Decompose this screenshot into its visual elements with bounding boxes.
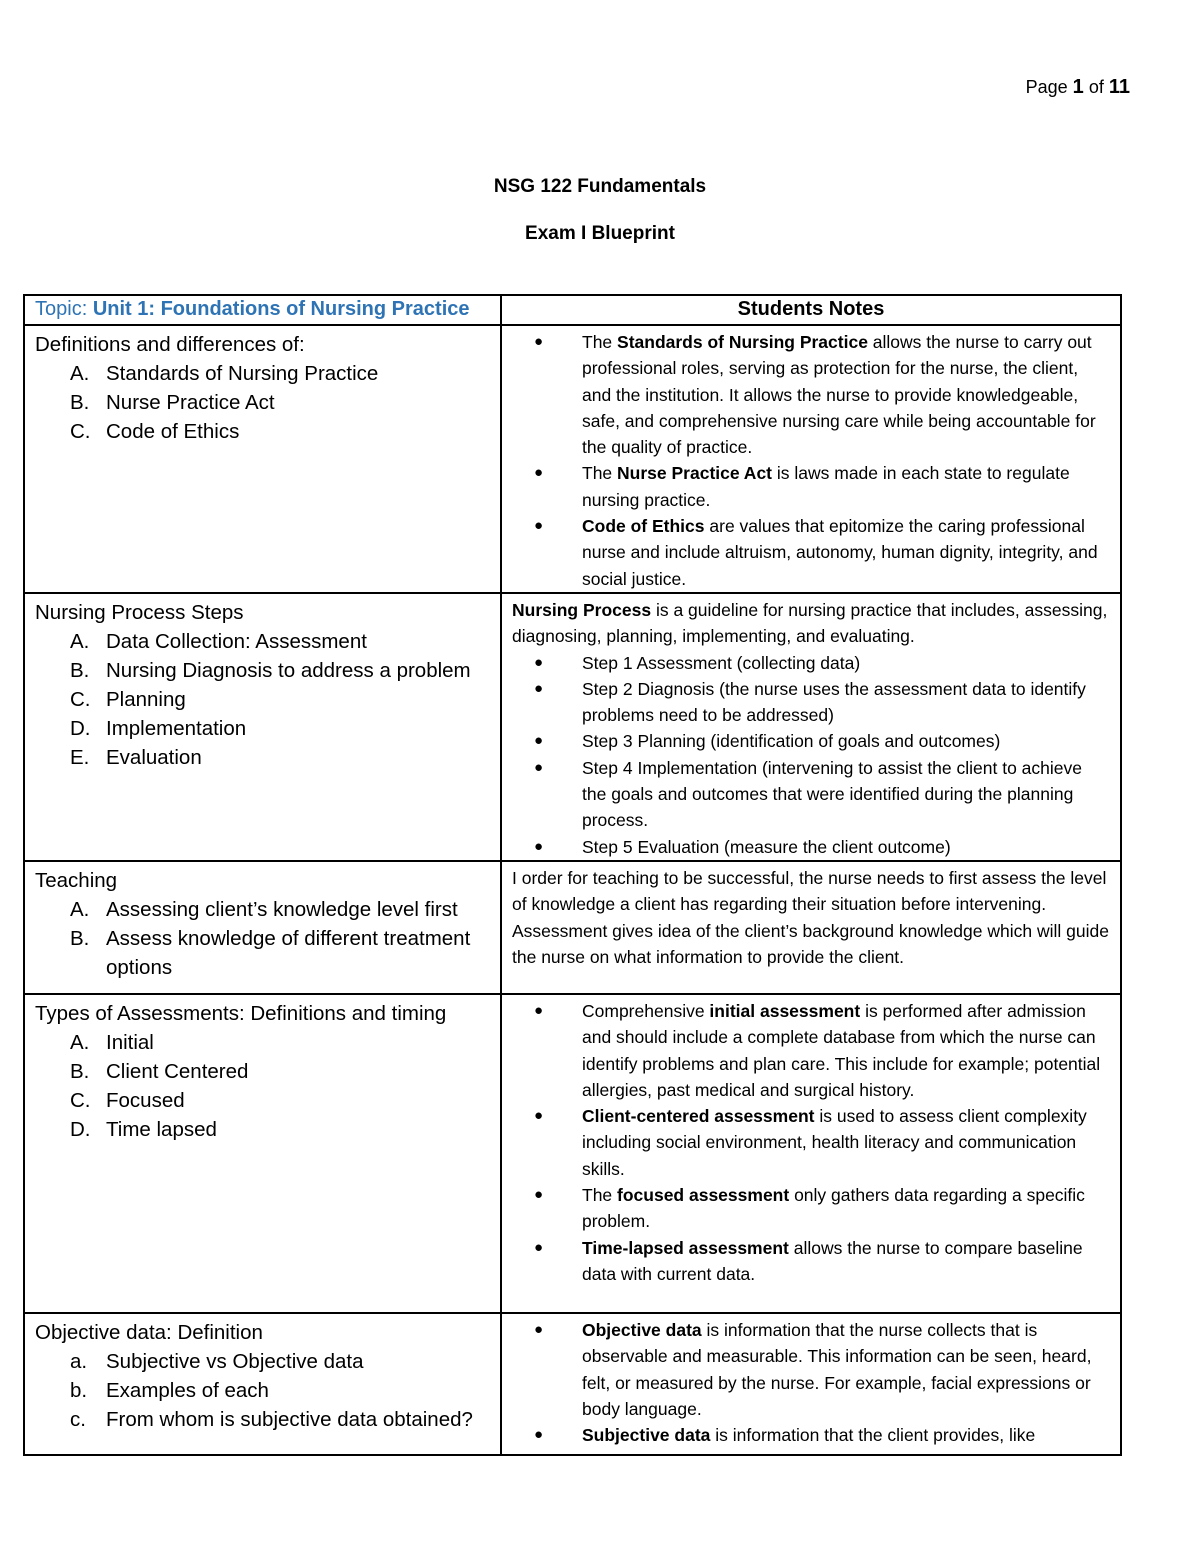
notes-header: Students Notes [501,295,1121,325]
note-item [534,1317,1110,1422]
table-row [24,593,1121,861]
topic-cell [24,994,501,1313]
note-item [534,650,1110,676]
list-item [70,1028,490,1057]
list-text: Implementation [106,716,247,740]
list-marker: E. [70,745,90,769]
page-total: 11 [1108,76,1130,98]
list-item [70,359,490,388]
note-term: Time-lapsed assessment [582,1237,789,1258]
bullet-icon: ● [534,758,544,776]
list-marker: A. [70,629,90,653]
topic-list [35,1347,490,1434]
list-item [70,1115,490,1144]
bullet-icon: ● [534,333,544,350]
topic-heading: Definitions and differences of: [35,333,305,356]
bullet-icon: ● [534,679,544,697]
topic-value: Unit 1: Foundations of Nursing Practice [92,298,470,320]
blueprint-table [23,294,1122,1456]
notes-cell [501,994,1121,1313]
topic-list [35,1028,490,1144]
page-number [1026,76,1130,99]
note-term: Nurse Practice Act [617,463,773,484]
note-text: Step 2 Diagnosis (the nurse uses the assessment data to identify problems need to be addressed) [582,678,1086,726]
list-item [70,743,490,772]
note-text: are values that epitomize the caring professional nurse and include altruism, autonomy, human dignity, integrity, and social justice. [582,516,1098,589]
list-marker: a. [70,1349,88,1373]
topic-list [35,627,490,772]
list-item [70,1405,490,1434]
list-marker: B. [70,1059,90,1083]
page-current: 1 [1072,76,1084,98]
bullet-icon: ● [534,1320,544,1338]
note-item [534,755,1110,834]
note-text: The [582,332,618,352]
topic-cell [24,1313,501,1455]
note-item [534,1103,1110,1182]
list-text: Initial [106,1030,154,1054]
list-text: Client Centered [106,1059,249,1083]
notes-list [512,329,1110,592]
notes-cell [501,593,1121,861]
list-marker: D. [70,1117,91,1141]
table-header-row [24,295,1121,325]
list-marker: C. [70,1088,91,1112]
note-item [534,513,1110,592]
note-item [534,329,1110,460]
list-marker: c. [70,1407,86,1431]
table-row [24,1313,1121,1455]
note-item [534,834,1110,860]
note-text: Comprehensive [582,1000,710,1021]
note-text: Step 3 Planning (identification of goals and outcomes) [582,731,1001,752]
notes-intro [512,597,1110,650]
list-item [70,656,490,685]
list-marker: C. [70,687,91,711]
topic-list [35,895,490,982]
note-text: Step 4 Implementation (intervening to assist the client to achieve the goals and outcomes that were identified during the planning process. [582,757,1082,831]
list-item [70,714,490,743]
topic-cell [24,593,501,861]
list-marker: C. [70,420,91,443]
note-text: Step 5 Evaluation (measure the client outcome) [582,836,951,857]
note-term: Client-centered assessment [582,1106,815,1127]
topic-header [24,295,501,325]
topic-cell [24,861,501,994]
notes-list [512,998,1110,1287]
bullet-icon: ● [534,732,544,750]
list-text: Evaluation [106,745,202,769]
bullet-icon: ● [534,1238,544,1256]
list-text: Focused [106,1088,185,1112]
note-item [534,998,1110,1103]
bullet-icon: ● [534,1186,544,1204]
note-term: Nursing Process [512,599,652,620]
table-row [24,994,1121,1313]
bullet-icon: ● [534,837,544,855]
table-row [24,861,1121,994]
table-row [24,325,1121,593]
topic-label: Topic: [35,298,88,320]
bullet-icon: ● [534,653,544,671]
list-item [70,924,490,982]
list-item [70,417,490,446]
bullet-icon: ● [534,1107,544,1125]
note-term: Subjective data [582,1425,711,1446]
list-text: Assess knowledge of different treatment options [106,926,471,979]
list-text: Subjective vs Objective data [106,1349,364,1373]
list-item [70,685,490,714]
list-text: Time lapsed [106,1117,217,1141]
topic-list [35,359,490,446]
bullet-icon: ● [534,1001,544,1019]
notes-cell [501,861,1121,994]
note-term: Objective data [582,1319,702,1340]
list-text: Code of Ethics [106,420,240,443]
list-text: Nurse Practice Act [106,391,275,414]
notes-list [512,650,1110,860]
note-text: allows the nurse to carry out professional roles, serving as protection for the nurse, the client, and the institution. It allows the nurse to provide knowledgeable, safe, and comprehensive nursing care while being accountable for the quality of practice. [582,332,1096,458]
note-text: is information that the nurse collects that is observable and measurable. This information can be seen, heard, felt, or measured by the nurse. For example, facial expressions or body language. [582,1319,1092,1419]
note-item [534,1182,1110,1235]
bullet-icon: ● [534,1426,544,1444]
list-item [70,1376,490,1405]
note-term: initial assessment [709,1000,861,1021]
note-text: is used to assess client complexity including social environment, health literacy and communication skills. [582,1106,1087,1179]
list-text: Standards of Nursing Practice [106,362,379,385]
topic-heading: Nursing Process Steps [35,600,244,624]
note-text: is information that the client provides, like [710,1425,1036,1446]
note-item [534,1422,1110,1448]
topic-cell [24,325,501,593]
list-item [70,388,490,417]
document-title: NSG 122 Fundamentals [493,176,707,197]
list-text: Nursing Diagnosis to address a problem [106,658,471,682]
note-term: focused assessment [617,1185,790,1206]
note-text: is laws made in each state to regulate nursing practice. [582,463,1070,510]
note-text: Step 1 Assessment (collecting data) [582,652,861,673]
page-label: Page [1025,77,1068,97]
note-item [534,676,1110,729]
list-item [70,1057,490,1086]
list-text: From whom is subjective data obtained? [106,1407,473,1431]
list-marker: A. [70,897,90,921]
list-marker: A. [70,1030,90,1054]
note-text: is a guideline for nursing practice that includes, assessing, diagnosing, planning, implementing, and evaluating. [512,599,1108,647]
list-text: Assessing client’s knowledge level first [106,897,458,921]
list-marker: B. [70,926,90,950]
note-text: allows the nurse to compare baseline data with current data. [582,1237,1083,1284]
note-text: The [582,1185,618,1206]
document-subtitle: Exam I Blueprint [525,223,675,244]
notes-paragraph: I order for teaching to be successful, the nurse needs to first assess the level of knowledge a client has regarding their situation before intervening. Assessment gives idea of the client’s background knowledge which will guide the nurse on what information to provide the client. [512,867,1109,967]
list-marker: A. [70,362,90,385]
list-text: Data Collection: Assessment [106,629,367,653]
note-item [534,460,1110,513]
list-marker: b. [70,1378,88,1402]
bullet-icon: ● [534,517,544,535]
list-item [70,1347,490,1376]
notes-cell [501,1313,1121,1455]
note-item [534,728,1110,754]
page-of: of [1088,77,1104,97]
list-text: Examples of each [106,1378,269,1402]
notes-cell [501,325,1121,593]
note-text: is performed after admission and should include a complete database from which the nurse can identify problems and plan care. This include for example; potential allergies, past medical and surgical history. [582,1000,1101,1100]
topic-heading: Teaching [35,868,118,892]
list-marker: B. [70,658,90,682]
topic-heading: Objective data: Definition [35,1320,263,1344]
note-item [534,1235,1110,1288]
note-term: Standards of Nursing Practice [617,332,868,352]
list-item [70,1086,490,1115]
note-text: only gathers data regarding a specific problem. [582,1185,1085,1232]
bullet-icon: ● [534,464,544,482]
note-text: The [582,463,618,484]
list-item [70,895,490,924]
list-text: Planning [106,687,186,711]
list-item [70,627,490,656]
topic-heading: Types of Assessments: Definitions and timing [35,1001,447,1025]
list-marker: D. [70,716,91,740]
notes-list [512,1317,1110,1448]
note-term: Code of Ethics [582,516,705,537]
list-marker: B. [70,391,90,414]
